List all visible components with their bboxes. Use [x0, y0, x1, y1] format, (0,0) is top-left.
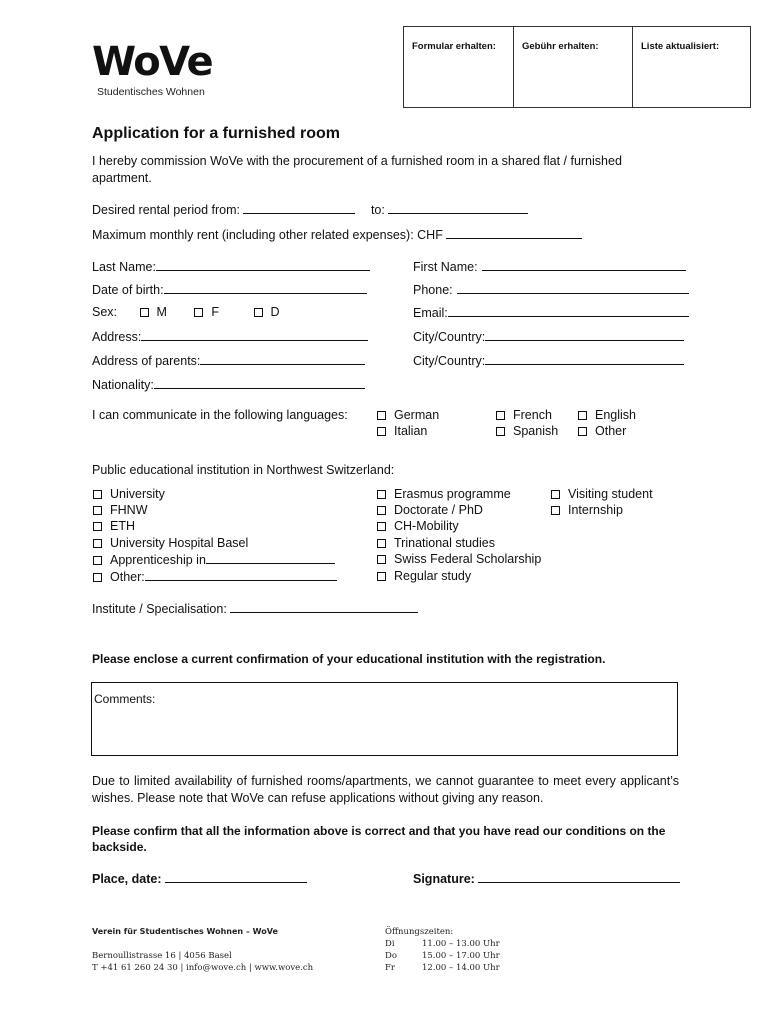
- first-name-field[interactable]: [482, 259, 686, 271]
- apprenticeship-field[interactable]: [206, 552, 335, 564]
- inst-scholarship-label: Swiss Federal Scholarship: [394, 552, 542, 566]
- inst-hospital: [93, 536, 248, 550]
- inst-apprenticeship: [93, 552, 335, 567]
- lang-italian-checkbox[interactable]: [377, 427, 386, 436]
- logo-wordmark: WoVe: [92, 39, 213, 85]
- comments-label: Comments:: [94, 692, 156, 706]
- inst-trinational: [377, 536, 495, 550]
- comments-box[interactable]: [91, 682, 678, 756]
- inst-scholarship-checkbox[interactable]: [377, 555, 386, 564]
- page-title: Application for a furnished room: [92, 125, 341, 142]
- rental-from-field[interactable]: [243, 202, 355, 214]
- city-country-field[interactable]: [485, 329, 684, 341]
- inst-erasmus-label: Erasmus programme: [394, 487, 511, 501]
- inst-university: [93, 487, 165, 501]
- first-name-row: [413, 259, 686, 274]
- footer-hours-time: 12.00 – 14.00 Uhr: [422, 963, 500, 973]
- list-updated-cell: Liste aktualisiert:: [641, 41, 720, 52]
- footer-org: Verein für Studentisches Wohnen – WoVe: [92, 927, 278, 936]
- footer-hours-day: Do: [385, 951, 397, 961]
- inst-trinational-checkbox[interactable]: [377, 539, 386, 548]
- lang-german-label: German: [394, 408, 440, 422]
- fee-received-cell: Gebühr erhalten:: [514, 27, 633, 107]
- sex-f-checkbox[interactable]: [194, 308, 203, 317]
- inst-trinational-label: Trinational studies: [394, 536, 495, 550]
- rental-to-label: to:: [370, 203, 385, 217]
- lang-french-checkbox[interactable]: [496, 411, 505, 420]
- last-name-field[interactable]: [156, 259, 370, 271]
- institute-field[interactable]: [230, 601, 418, 613]
- footer-hours-time: 11.00 – 13.00 Uhr: [422, 939, 500, 949]
- inst-hospital-checkbox[interactable]: [93, 539, 102, 548]
- email-row: [413, 305, 689, 320]
- institute-row: [92, 601, 418, 616]
- max-rent-field[interactable]: [446, 227, 582, 239]
- rental-to-field[interactable]: [388, 202, 528, 214]
- lang-german-checkbox[interactable]: [377, 411, 386, 420]
- footer-address: Bernoullistrasse 16 | 4056 Basel: [92, 951, 232, 961]
- enclose-note: Please enclose a current confirmation of your educational institution with the registration.: [92, 652, 606, 666]
- inst-visiting-label: Visiting student: [568, 487, 653, 501]
- inst-other-field[interactable]: [145, 569, 337, 581]
- address-row: [92, 329, 368, 344]
- parents-city-country-row: [413, 353, 684, 368]
- institution-label: Public educational institution in Northwest Switzerland:: [92, 463, 395, 477]
- rental-from-label: Desired rental period from:: [92, 203, 240, 217]
- lang-spanish-checkbox[interactable]: [496, 427, 505, 436]
- inst-university-checkbox[interactable]: [93, 490, 102, 499]
- first-name-label: First Name:: [413, 260, 478, 274]
- signature-label: Signature:: [413, 872, 475, 886]
- dob-label: Date of birth:: [92, 283, 164, 297]
- inst-doctorate-checkbox[interactable]: [377, 506, 386, 515]
- phone-field[interactable]: [457, 282, 689, 294]
- inst-eth-checkbox[interactable]: [93, 522, 102, 531]
- inst-erasmus: [377, 487, 511, 501]
- inst-other: [93, 569, 337, 584]
- parents-address-field[interactable]: [200, 353, 365, 365]
- inst-regular-checkbox[interactable]: [377, 572, 386, 581]
- inst-eth-label: ETH: [110, 519, 135, 533]
- city-country-label: City/Country:: [413, 330, 486, 344]
- place-date-row: [92, 871, 307, 886]
- last-name-row: [92, 259, 370, 274]
- sex-d-checkbox[interactable]: [254, 308, 263, 317]
- inst-internship: [551, 503, 623, 517]
- lang-spanish: [496, 424, 558, 438]
- signature-row: [413, 871, 680, 886]
- footer-hours-time: 15.00 – 17.00 Uhr: [422, 951, 500, 961]
- place-date-label: Place, date:: [92, 872, 162, 886]
- footer-hours-day: Fr: [385, 963, 395, 973]
- parents-address-row: [92, 353, 365, 368]
- confirm-text: Please confirm that all the information above is correct and that you have read our conditions on the backside.: [92, 824, 666, 854]
- inst-ch-mobility-checkbox[interactable]: [377, 522, 386, 531]
- inst-internship-checkbox[interactable]: [551, 506, 560, 515]
- lang-spanish-label: Spanish: [513, 424, 559, 438]
- address-field[interactable]: [141, 329, 368, 341]
- inst-hospital-label: University Hospital Basel: [110, 536, 249, 550]
- lang-italian-label: Italian: [394, 424, 428, 438]
- sex-m-checkbox[interactable]: [140, 308, 149, 317]
- inst-scholarship: [377, 552, 541, 566]
- logo-subtitle: Studentisches Wohnen: [97, 86, 205, 98]
- inst-ch-mobility-label: CH-Mobility: [394, 519, 459, 533]
- signature-field[interactable]: [478, 871, 680, 883]
- lang-french: [496, 408, 552, 422]
- inst-fhnw-label: FHNW: [110, 503, 148, 517]
- inst-visiting-checkbox[interactable]: [551, 490, 560, 499]
- inst-regular: [377, 569, 471, 583]
- sex-label: Sex:: [92, 305, 118, 319]
- inst-fhnw: [93, 503, 148, 517]
- place-date-field[interactable]: [165, 871, 307, 883]
- sex-m-label: M: [156, 305, 167, 319]
- inst-eth: [93, 519, 135, 533]
- inst-doctorate: [377, 503, 483, 517]
- city-country-row: [413, 329, 684, 344]
- inst-visiting: [551, 487, 653, 501]
- email-label: Email:: [413, 306, 448, 320]
- inst-fhnw-checkbox[interactable]: [93, 506, 102, 515]
- lang-english-label: English: [595, 408, 636, 422]
- lang-italian: [377, 424, 427, 438]
- disclaimer-text: Due to limited availability of furnished rooms/apartments, we cannot guarantee to meet every applicant’s wishes. Please note that WoVe can refuse applications without giving any reason.: [92, 774, 679, 805]
- email-field[interactable]: [448, 305, 689, 317]
- parents-city-country-label: City/Country:: [413, 354, 486, 368]
- footer-hours-title: Öffnungszeiten:: [385, 927, 454, 937]
- footer-contact: T +41 61 260 24 30 | info@wove.ch | www.wove.ch: [92, 963, 314, 973]
- received-form-cell: Formular erhalten:: [404, 27, 514, 107]
- office-use-box: [403, 26, 751, 108]
- inst-erasmus-checkbox[interactable]: [377, 490, 386, 499]
- inst-regular-label: Regular study: [394, 569, 472, 583]
- nationality-label: Nationality:: [92, 378, 154, 392]
- address-label: Address:: [92, 330, 142, 344]
- lang-english-checkbox[interactable]: [578, 411, 587, 420]
- lang-german: [377, 408, 439, 422]
- phone-label: Phone:: [413, 283, 453, 297]
- nationality-row: [92, 377, 365, 392]
- lang-french-label: French: [513, 408, 552, 422]
- footer-hours-day: Di: [385, 939, 395, 949]
- inst-other-checkbox[interactable]: [93, 573, 102, 582]
- sex-d-label: D: [270, 305, 280, 319]
- inst-university-label: University: [110, 487, 165, 501]
- sex-f-label: F: [211, 305, 220, 319]
- institute-label: Institute / Specialisation:: [92, 602, 227, 616]
- max-rent-label: Maximum monthly rent (including other related expenses): CHF: [92, 228, 443, 242]
- inst-apprenticeship-checkbox[interactable]: [93, 556, 102, 565]
- phone-row: [413, 282, 689, 297]
- dob-row: [92, 282, 367, 297]
- inst-internship-label: Internship: [568, 503, 623, 517]
- lang-other: [578, 424, 626, 438]
- inst-doctorate-label: Doctorate / PhD: [394, 503, 483, 517]
- inst-apprenticeship-label: Apprenticeship in: [110, 553, 206, 567]
- parents-city-country-field[interactable]: [485, 353, 684, 365]
- last-name-label: Last Name:: [92, 260, 156, 274]
- rental-period-row: [92, 202, 528, 217]
- parents-address-label: Address of parents:: [92, 354, 201, 368]
- dob-field[interactable]: [164, 282, 367, 294]
- nationality-field[interactable]: [154, 377, 365, 389]
- intro-text: I hereby commission WoVe with the procurement of a furnished room in a shared flat / furnished apartment.: [92, 154, 622, 185]
- sex-row: [92, 305, 280, 319]
- lang-other-label: Other: [595, 424, 627, 438]
- inst-other-label: Other:: [110, 570, 145, 584]
- languages-label: I can communicate in the following languages:: [92, 408, 348, 422]
- inst-ch-mobility: [377, 519, 459, 533]
- lang-english: [578, 408, 636, 422]
- max-rent-row: [92, 227, 582, 242]
- lang-other-checkbox[interactable]: [578, 427, 587, 436]
